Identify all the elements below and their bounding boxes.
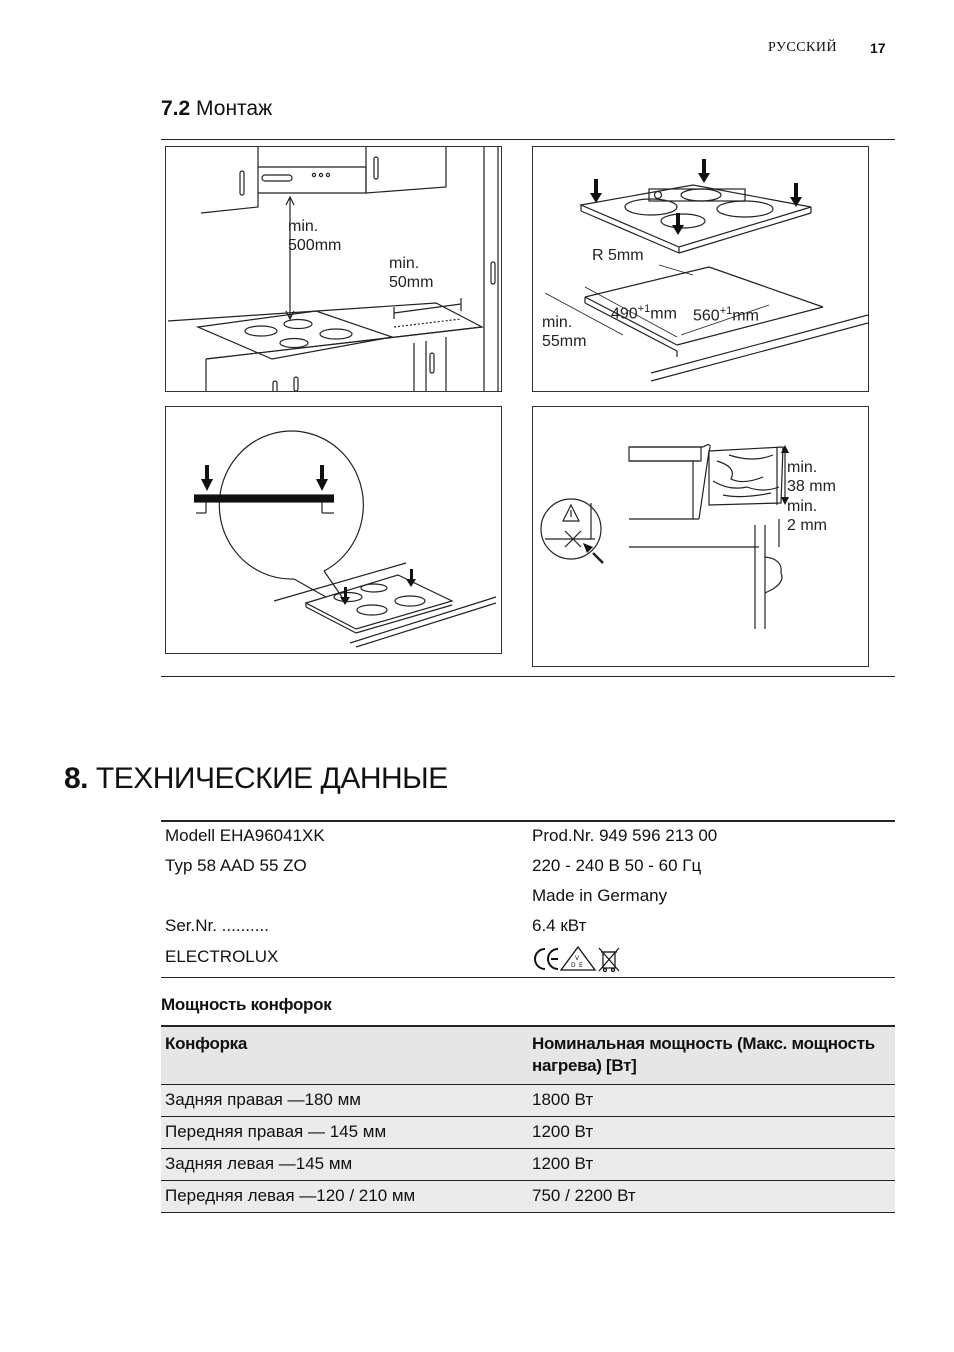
figure-worktop-thickness [532,406,869,667]
table-row [161,1149,895,1181]
label-cutout-560mm: $560^{+1}mm$ [693,305,759,325]
clearances-drawing-icon [166,147,501,391]
rating-origin: Made in Germany [532,886,668,905]
rating-model: Modell EHA96041XK [165,826,325,845]
installation-detail-drawing-icon [166,407,501,653]
worktop-thickness-drawing-icon [533,407,868,666]
weee-bin-icon [599,948,619,972]
svg-text:V: V [575,955,580,962]
header-language: РУССКИЙ [768,40,838,55]
label-radius-5mm: R 5mm [592,247,644,264]
table-row [161,1085,895,1117]
VDE-mark-icon [561,947,595,970]
CE-mark-icon [535,949,558,969]
certification-marks [531,944,623,979]
column-header-zone: Конфорка [161,1026,528,1085]
power-cell: 1200 Вт [528,1149,895,1181]
power-cell: 1200 Вт [528,1117,895,1149]
label-min-55mm: min. 55mm [542,314,587,350]
rating-power: 6.4 кВт [532,916,587,935]
section-title: Монтаж [196,97,273,120]
table-header-row [161,1026,895,1085]
power-table [161,1025,895,1213]
label-min-50mm: min. 50mm [389,255,434,291]
cutout-drawing-icon [533,147,868,391]
power-section-title: Мощность конфорок [161,995,332,1014]
figure-installation-detail [165,406,502,654]
rating-serial: Ser.Nr. .......... [165,916,269,935]
svg-text:D: D [571,962,576,969]
figure-cutout [532,146,869,392]
section-7-2-heading [161,97,272,121]
section-number: 7.2 [161,97,191,120]
section-rule-top [161,139,895,140]
rating-voltage: 220 - 240 В 50 - 60 Гц [532,856,702,875]
zone-cell: Задняя левая —145 мм [161,1149,528,1181]
section-8-title: ТЕХНИЧЕСКИЕ ДАННЫЕ [95,762,448,795]
label-min-38mm: min. 38 mm [787,459,836,495]
column-header-power: Номинальная мощность (Макс. мощность нагрева) [Вт] [528,1026,895,1085]
label-cutout-490mm: $490^{+1}mm$ [611,303,677,323]
page-number: 17 [870,40,886,56]
rating-plate-top-rule [161,820,895,822]
rating-brand: ELECTROLUX [165,947,279,966]
rating-type: Typ 58 AAD 55 ZO [165,856,307,875]
zone-cell: Задняя правая —180 мм [161,1085,528,1117]
section-8-number: 8. [64,762,89,795]
power-cell: 750 / 2200 Вт [528,1181,895,1213]
svg-text:E: E [579,962,583,969]
figure-clearances [165,146,502,392]
label-min-500mm: min. 500mm [288,218,342,254]
table-row [161,1117,895,1149]
power-cell: 1800 Вт [528,1085,895,1117]
label-min-2mm: min. 2 mm [787,498,827,534]
rating-prod-nr: Prod.Nr. 949 596 213 00 [532,826,718,845]
zone-cell: Передняя левая —120 / 210 мм [161,1181,528,1213]
rating-plate-bottom-rule [161,977,895,978]
section-rule-bottom [161,676,895,677]
table-row [161,1181,895,1213]
zone-cell: Передняя правая — 145 мм [161,1117,528,1149]
section-8-heading [64,762,448,796]
